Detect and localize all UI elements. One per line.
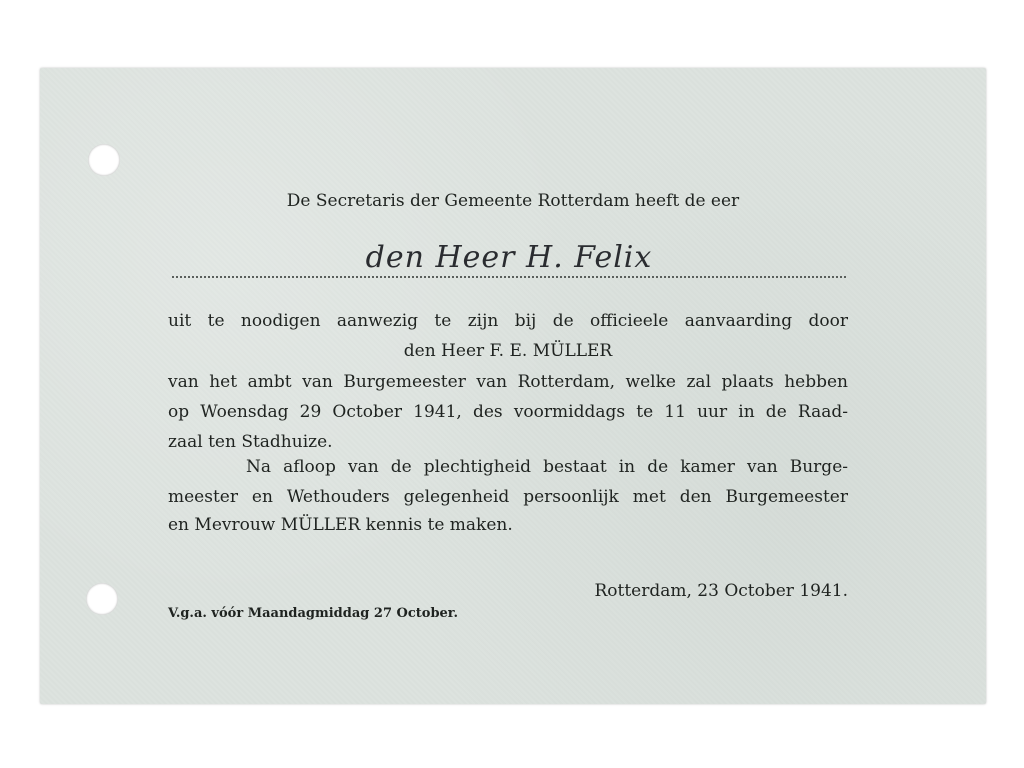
invitation-intro: De Secretaris der Gemeente Rotterdam heeft de eer [286, 191, 740, 211]
recipient-dotted-line [172, 276, 846, 278]
body-line-3: van het ambt van Burgemeester van Rotterdam, welke zal plaats hebben [168, 372, 848, 392]
body-line-5: zaal ten Stadhuize. [168, 432, 333, 452]
recipient-name: den Heer H. Felix [365, 240, 653, 275]
body-line-4: op Woensdag 29 October 1941, des voormiddags te 11 uur in de Raad- [168, 402, 848, 422]
rsvp-note: V.g.a. vóór Maandagmiddag 27 October. [168, 606, 458, 621]
body-line-2: den Heer F. E. MÜLLER [403, 341, 613, 361]
body-line-6: Na afloop van de plechtigheid bestaat in de kamer van Burge- [246, 457, 848, 477]
body-line-1: uit te noodigen aanwezig te zijn bij de officieele aanvaarding door [168, 311, 848, 331]
body-line-8: en Mevrouw MÜLLER kennis te maken. [168, 515, 513, 535]
punch-hole-top [88, 144, 120, 176]
date-place: Rotterdam, 23 October 1941. [594, 581, 848, 601]
invitation-card [40, 68, 986, 704]
body-line-7: meester en Wethouders gelegenheid persoonlijk met den Burgemeester [168, 487, 848, 507]
punch-hole-bottom [86, 583, 118, 615]
